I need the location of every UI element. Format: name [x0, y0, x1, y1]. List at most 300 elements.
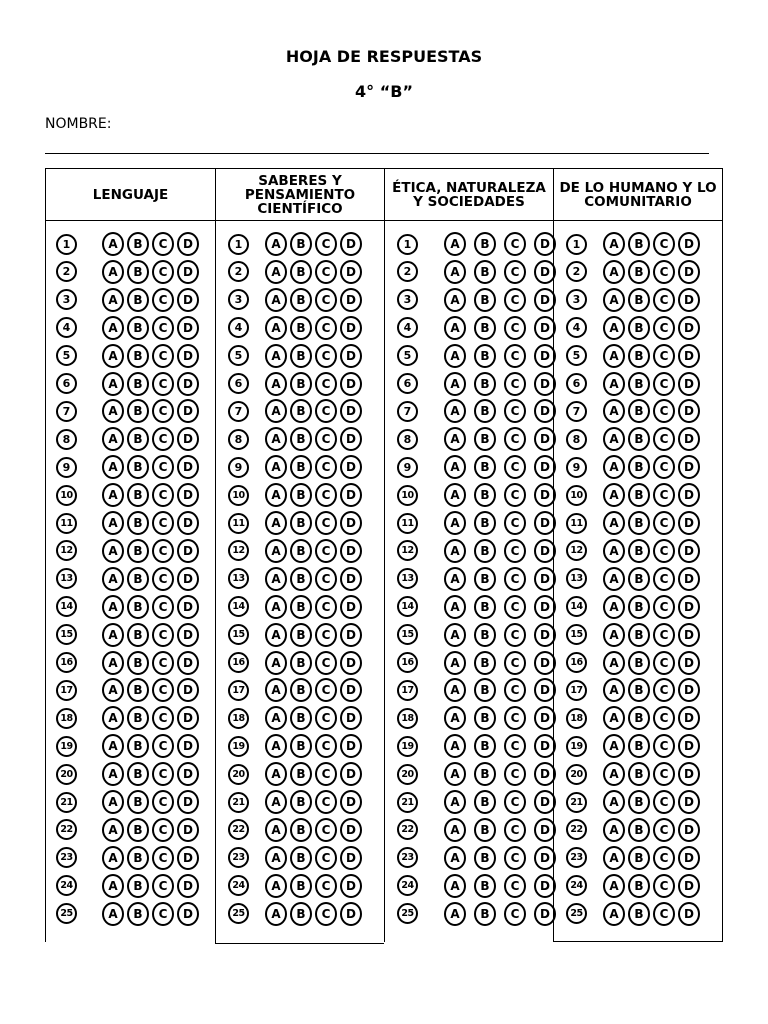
answer-bubble-a[interactable]: A [102, 818, 124, 842]
answer-bubble-b[interactable]: B [127, 762, 149, 786]
answer-bubble-c[interactable]: C [504, 344, 526, 368]
answer-bubble-a[interactable]: A [102, 539, 124, 563]
answer-bubble-a[interactable]: A [265, 427, 287, 451]
answer-bubble-c[interactable]: C [152, 344, 174, 368]
answer-bubble-c[interactable]: C [504, 762, 526, 786]
answer-bubble-a[interactable]: A [265, 399, 287, 423]
answer-bubble-a[interactable]: A [603, 790, 625, 814]
answer-bubble-b[interactable]: B [474, 427, 496, 451]
answer-bubble-b[interactable]: B [474, 260, 496, 284]
answer-bubble-b[interactable]: B [290, 595, 312, 619]
answer-bubble-b[interactable]: B [628, 623, 650, 647]
answer-bubble-b[interactable]: B [474, 818, 496, 842]
answer-bubble-a[interactable]: A [603, 567, 625, 591]
answer-bubble-b[interactable]: B [290, 678, 312, 702]
answer-bubble-a[interactable]: A [603, 874, 625, 898]
answer-bubble-b[interactable]: B [474, 595, 496, 619]
answer-bubble-d[interactable]: D [678, 623, 700, 647]
answer-bubble-c[interactable]: C [653, 706, 675, 730]
answer-bubble-b[interactable]: B [127, 372, 149, 396]
answer-bubble-c[interactable]: C [315, 427, 337, 451]
answer-bubble-a[interactable]: A [265, 595, 287, 619]
answer-bubble-d[interactable]: D [678, 902, 700, 926]
answer-bubble-d[interactable]: D [678, 790, 700, 814]
answer-bubble-d[interactable]: D [177, 734, 199, 758]
answer-bubble-b[interactable]: B [127, 874, 149, 898]
answer-bubble-b[interactable]: B [628, 344, 650, 368]
answer-bubble-c[interactable]: C [315, 623, 337, 647]
answer-bubble-b[interactable]: B [290, 790, 312, 814]
answer-bubble-c[interactable]: C [504, 623, 526, 647]
answer-bubble-d[interactable]: D [678, 288, 700, 312]
answer-bubble-d[interactable]: D [177, 539, 199, 563]
answer-bubble-c[interactable]: C [315, 790, 337, 814]
answer-bubble-b[interactable]: B [474, 399, 496, 423]
answer-bubble-a[interactable]: A [603, 483, 625, 507]
answer-bubble-c[interactable]: C [653, 511, 675, 535]
answer-bubble-b[interactable]: B [628, 483, 650, 507]
answer-bubble-d[interactable]: D [177, 232, 199, 256]
answer-bubble-d[interactable]: D [340, 623, 362, 647]
answer-bubble-b[interactable]: B [628, 260, 650, 284]
answer-bubble-a[interactable]: A [265, 344, 287, 368]
answer-bubble-a[interactable]: A [102, 762, 124, 786]
answer-bubble-d[interactable]: D [534, 316, 556, 340]
answer-bubble-d[interactable]: D [678, 483, 700, 507]
answer-bubble-d[interactable]: D [177, 818, 199, 842]
answer-bubble-b[interactable]: B [127, 567, 149, 591]
answer-bubble-b[interactable]: B [290, 846, 312, 870]
answer-bubble-a[interactable]: A [102, 232, 124, 256]
answer-bubble-b[interactable]: B [290, 344, 312, 368]
answer-bubble-d[interactable]: D [340, 846, 362, 870]
answer-bubble-d[interactable]: D [340, 427, 362, 451]
answer-bubble-c[interactable]: C [504, 260, 526, 284]
answer-bubble-b[interactable]: B [127, 790, 149, 814]
answer-bubble-d[interactable]: D [340, 511, 362, 535]
answer-bubble-d[interactable]: D [534, 567, 556, 591]
answer-bubble-c[interactable]: C [315, 678, 337, 702]
answer-bubble-a[interactable]: A [603, 511, 625, 535]
answer-bubble-b[interactable]: B [628, 790, 650, 814]
answer-bubble-a[interactable]: A [444, 734, 466, 758]
answer-bubble-b[interactable]: B [127, 623, 149, 647]
answer-bubble-d[interactable]: D [534, 678, 556, 702]
answer-bubble-b[interactable]: B [474, 790, 496, 814]
answer-bubble-d[interactable]: D [534, 706, 556, 730]
answer-bubble-d[interactable]: D [177, 372, 199, 396]
answer-bubble-d[interactable]: D [177, 706, 199, 730]
answer-bubble-d[interactable]: D [534, 399, 556, 423]
answer-bubble-b[interactable]: B [628, 651, 650, 675]
answer-bubble-c[interactable]: C [653, 344, 675, 368]
answer-bubble-d[interactable]: D [678, 511, 700, 535]
answer-bubble-a[interactable]: A [444, 288, 466, 312]
answer-bubble-a[interactable]: A [265, 483, 287, 507]
answer-bubble-a[interactable]: A [265, 874, 287, 898]
answer-bubble-d[interactable]: D [340, 790, 362, 814]
answer-bubble-c[interactable]: C [653, 539, 675, 563]
answer-bubble-c[interactable]: C [504, 455, 526, 479]
answer-bubble-d[interactable]: D [534, 874, 556, 898]
answer-bubble-b[interactable]: B [628, 706, 650, 730]
answer-bubble-d[interactable]: D [340, 372, 362, 396]
answer-bubble-b[interactable]: B [474, 455, 496, 479]
answer-bubble-a[interactable]: A [603, 623, 625, 647]
answer-bubble-d[interactable]: D [678, 539, 700, 563]
answer-bubble-a[interactable]: A [444, 651, 466, 675]
answer-bubble-b[interactable]: B [474, 316, 496, 340]
answer-bubble-c[interactable]: C [315, 483, 337, 507]
answer-bubble-d[interactable]: D [340, 595, 362, 619]
answer-bubble-d[interactable]: D [340, 344, 362, 368]
answer-bubble-b[interactable]: B [628, 455, 650, 479]
answer-bubble-a[interactable]: A [265, 846, 287, 870]
answer-bubble-b[interactable]: B [290, 734, 312, 758]
answer-bubble-b[interactable]: B [290, 483, 312, 507]
answer-bubble-a[interactable]: A [603, 818, 625, 842]
answer-bubble-d[interactable]: D [534, 790, 556, 814]
answer-bubble-c[interactable]: C [152, 678, 174, 702]
answer-bubble-d[interactable]: D [177, 678, 199, 702]
answer-bubble-a[interactable]: A [444, 706, 466, 730]
answer-bubble-a[interactable]: A [102, 455, 124, 479]
answer-bubble-b[interactable]: B [290, 706, 312, 730]
answer-bubble-b[interactable]: B [127, 511, 149, 535]
answer-bubble-a[interactable]: A [603, 706, 625, 730]
answer-bubble-b[interactable]: B [628, 874, 650, 898]
answer-bubble-a[interactable]: A [603, 762, 625, 786]
answer-bubble-b[interactable]: B [474, 874, 496, 898]
answer-bubble-d[interactable]: D [340, 734, 362, 758]
answer-bubble-c[interactable]: C [504, 651, 526, 675]
answer-bubble-c[interactable]: C [504, 427, 526, 451]
answer-bubble-c[interactable]: C [315, 455, 337, 479]
answer-bubble-d[interactable]: D [177, 790, 199, 814]
answer-bubble-a[interactable]: A [265, 651, 287, 675]
answer-bubble-c[interactable]: C [653, 734, 675, 758]
answer-bubble-d[interactable]: D [534, 511, 556, 535]
answer-bubble-c[interactable]: C [504, 902, 526, 926]
answer-bubble-a[interactable]: A [603, 232, 625, 256]
answer-bubble-a[interactable]: A [265, 790, 287, 814]
answer-bubble-d[interactable]: D [340, 651, 362, 675]
answer-bubble-a[interactable]: A [102, 678, 124, 702]
answer-bubble-b[interactable]: B [628, 902, 650, 926]
answer-bubble-b[interactable]: B [628, 316, 650, 340]
answer-bubble-c[interactable]: C [504, 734, 526, 758]
answer-bubble-c[interactable]: C [504, 678, 526, 702]
answer-bubble-b[interactable]: B [628, 734, 650, 758]
answer-bubble-b[interactable]: B [127, 734, 149, 758]
answer-bubble-a[interactable]: A [603, 734, 625, 758]
answer-bubble-a[interactable]: A [444, 678, 466, 702]
answer-bubble-d[interactable]: D [177, 511, 199, 535]
answer-bubble-d[interactable]: D [678, 399, 700, 423]
answer-bubble-c[interactable]: C [504, 595, 526, 619]
answer-bubble-a[interactable]: A [265, 678, 287, 702]
answer-bubble-b[interactable]: B [628, 399, 650, 423]
answer-bubble-b[interactable]: B [474, 678, 496, 702]
answer-bubble-a[interactable]: A [102, 846, 124, 870]
answer-bubble-c[interactable]: C [653, 762, 675, 786]
answer-bubble-b[interactable]: B [290, 651, 312, 675]
answer-bubble-c[interactable]: C [152, 790, 174, 814]
answer-bubble-b[interactable]: B [127, 316, 149, 340]
answer-bubble-b[interactable]: B [290, 427, 312, 451]
answer-bubble-a[interactable]: A [603, 372, 625, 396]
answer-bubble-a[interactable]: A [603, 316, 625, 340]
answer-bubble-b[interactable]: B [127, 483, 149, 507]
answer-bubble-b[interactable]: B [474, 372, 496, 396]
answer-bubble-a[interactable]: A [444, 372, 466, 396]
answer-bubble-a[interactable]: A [444, 455, 466, 479]
answer-bubble-d[interactable]: D [340, 902, 362, 926]
answer-bubble-d[interactable]: D [177, 762, 199, 786]
answer-bubble-d[interactable]: D [340, 539, 362, 563]
answer-bubble-c[interactable]: C [152, 511, 174, 535]
answer-bubble-b[interactable]: B [127, 678, 149, 702]
answer-bubble-c[interactable]: C [315, 232, 337, 256]
answer-bubble-d[interactable]: D [678, 427, 700, 451]
answer-bubble-c[interactable]: C [315, 399, 337, 423]
answer-bubble-c[interactable]: C [315, 316, 337, 340]
answer-bubble-c[interactable]: C [315, 818, 337, 842]
answer-bubble-b[interactable]: B [474, 483, 496, 507]
answer-bubble-b[interactable]: B [474, 232, 496, 256]
answer-bubble-d[interactable]: D [678, 706, 700, 730]
answer-bubble-b[interactable]: B [290, 539, 312, 563]
answer-bubble-a[interactable]: A [265, 734, 287, 758]
answer-bubble-a[interactable]: A [603, 344, 625, 368]
answer-bubble-b[interactable]: B [127, 595, 149, 619]
answer-bubble-d[interactable]: D [534, 623, 556, 647]
answer-bubble-c[interactable]: C [152, 874, 174, 898]
answer-bubble-d[interactable]: D [177, 567, 199, 591]
answer-bubble-c[interactable]: C [504, 846, 526, 870]
answer-bubble-d[interactable]: D [534, 539, 556, 563]
answer-bubble-d[interactable]: D [177, 344, 199, 368]
answer-bubble-b[interactable]: B [628, 818, 650, 842]
answer-bubble-d[interactable]: D [678, 651, 700, 675]
answer-bubble-c[interactable]: C [152, 902, 174, 926]
answer-bubble-c[interactable]: C [653, 846, 675, 870]
answer-bubble-d[interactable]: D [534, 344, 556, 368]
answer-bubble-a[interactable]: A [102, 567, 124, 591]
answer-bubble-b[interactable]: B [628, 846, 650, 870]
answer-bubble-a[interactable]: A [265, 762, 287, 786]
answer-bubble-b[interactable]: B [474, 846, 496, 870]
answer-bubble-d[interactable]: D [340, 316, 362, 340]
answer-bubble-a[interactable]: A [444, 874, 466, 898]
answer-bubble-b[interactable]: B [127, 288, 149, 312]
answer-bubble-a[interactable]: A [265, 372, 287, 396]
answer-bubble-c[interactable]: C [152, 651, 174, 675]
answer-bubble-c[interactable]: C [653, 790, 675, 814]
answer-bubble-c[interactable]: C [315, 762, 337, 786]
answer-bubble-a[interactable]: A [603, 427, 625, 451]
answer-bubble-a[interactable]: A [102, 260, 124, 284]
answer-bubble-a[interactable]: A [265, 623, 287, 647]
answer-bubble-a[interactable]: A [444, 818, 466, 842]
answer-bubble-a[interactable]: A [444, 902, 466, 926]
answer-bubble-b[interactable]: B [290, 623, 312, 647]
answer-bubble-a[interactable]: A [444, 232, 466, 256]
answer-bubble-d[interactable]: D [678, 372, 700, 396]
answer-bubble-b[interactable]: B [127, 846, 149, 870]
answer-bubble-c[interactable]: C [653, 678, 675, 702]
answer-bubble-d[interactable]: D [534, 483, 556, 507]
answer-bubble-a[interactable]: A [603, 399, 625, 423]
answer-bubble-c[interactable]: C [315, 567, 337, 591]
answer-bubble-d[interactable]: D [340, 455, 362, 479]
answer-bubble-c[interactable]: C [152, 623, 174, 647]
answer-bubble-a[interactable]: A [265, 511, 287, 535]
answer-bubble-d[interactable]: D [678, 567, 700, 591]
answer-bubble-c[interactable]: C [152, 818, 174, 842]
answer-bubble-c[interactable]: C [152, 427, 174, 451]
answer-bubble-d[interactable]: D [678, 846, 700, 870]
answer-bubble-b[interactable]: B [127, 399, 149, 423]
answer-bubble-c[interactable]: C [504, 232, 526, 256]
answer-bubble-d[interactable]: D [340, 483, 362, 507]
answer-bubble-b[interactable]: B [474, 511, 496, 535]
answer-bubble-d[interactable]: D [534, 902, 556, 926]
answer-bubble-d[interactable]: D [534, 651, 556, 675]
answer-bubble-c[interactable]: C [653, 399, 675, 423]
answer-bubble-d[interactable]: D [678, 874, 700, 898]
answer-bubble-a[interactable]: A [444, 316, 466, 340]
name-field-line[interactable] [45, 153, 709, 154]
answer-bubble-a[interactable]: A [102, 623, 124, 647]
answer-bubble-b[interactable]: B [474, 344, 496, 368]
answer-bubble-b[interactable]: B [127, 902, 149, 926]
answer-bubble-d[interactable]: D [340, 260, 362, 284]
answer-bubble-b[interactable]: B [628, 539, 650, 563]
answer-bubble-c[interactable]: C [653, 818, 675, 842]
answer-bubble-c[interactable]: C [653, 595, 675, 619]
answer-bubble-a[interactable]: A [603, 455, 625, 479]
answer-bubble-d[interactable]: D [534, 288, 556, 312]
answer-bubble-c[interactable]: C [653, 427, 675, 451]
answer-bubble-a[interactable]: A [102, 706, 124, 730]
answer-bubble-a[interactable]: A [102, 288, 124, 312]
answer-bubble-b[interactable]: B [127, 539, 149, 563]
answer-bubble-b[interactable]: B [474, 706, 496, 730]
answer-bubble-d[interactable]: D [678, 762, 700, 786]
answer-bubble-c[interactable]: C [152, 288, 174, 312]
answer-bubble-c[interactable]: C [653, 232, 675, 256]
answer-bubble-d[interactable]: D [177, 455, 199, 479]
answer-bubble-c[interactable]: C [315, 706, 337, 730]
answer-bubble-c[interactable]: C [504, 790, 526, 814]
answer-bubble-b[interactable]: B [127, 651, 149, 675]
answer-bubble-c[interactable]: C [152, 595, 174, 619]
answer-bubble-c[interactable]: C [315, 288, 337, 312]
answer-bubble-d[interactable]: D [177, 902, 199, 926]
answer-bubble-c[interactable]: C [653, 623, 675, 647]
answer-bubble-a[interactable]: A [102, 372, 124, 396]
answer-bubble-c[interactable]: C [504, 399, 526, 423]
answer-bubble-d[interactable]: D [678, 260, 700, 284]
answer-bubble-d[interactable]: D [177, 623, 199, 647]
answer-bubble-c[interactable]: C [152, 762, 174, 786]
answer-bubble-c[interactable]: C [653, 455, 675, 479]
answer-bubble-a[interactable]: A [102, 344, 124, 368]
answer-bubble-d[interactable]: D [534, 818, 556, 842]
answer-bubble-c[interactable]: C [152, 260, 174, 284]
answer-bubble-a[interactable]: A [102, 651, 124, 675]
answer-bubble-a[interactable]: A [603, 260, 625, 284]
answer-bubble-c[interactable]: C [315, 344, 337, 368]
answer-bubble-d[interactable]: D [177, 483, 199, 507]
answer-bubble-c[interactable]: C [504, 372, 526, 396]
answer-bubble-c[interactable]: C [152, 372, 174, 396]
answer-bubble-a[interactable]: A [265, 288, 287, 312]
answer-bubble-a[interactable]: A [102, 734, 124, 758]
answer-bubble-d[interactable]: D [678, 455, 700, 479]
answer-bubble-d[interactable]: D [340, 874, 362, 898]
answer-bubble-d[interactable]: D [534, 762, 556, 786]
answer-bubble-a[interactable]: A [603, 539, 625, 563]
answer-bubble-d[interactable]: D [177, 874, 199, 898]
answer-bubble-c[interactable]: C [315, 595, 337, 619]
answer-bubble-c[interactable]: C [504, 539, 526, 563]
answer-bubble-c[interactable]: C [315, 874, 337, 898]
answer-bubble-d[interactable]: D [340, 818, 362, 842]
answer-bubble-a[interactable]: A [444, 623, 466, 647]
answer-bubble-d[interactable]: D [534, 427, 556, 451]
answer-bubble-b[interactable]: B [290, 567, 312, 591]
answer-bubble-c[interactable]: C [315, 511, 337, 535]
answer-bubble-b[interactable]: B [127, 818, 149, 842]
answer-bubble-a[interactable]: A [603, 288, 625, 312]
answer-bubble-d[interactable]: D [534, 372, 556, 396]
answer-bubble-a[interactable]: A [265, 567, 287, 591]
answer-bubble-c[interactable]: C [315, 260, 337, 284]
answer-bubble-b[interactable]: B [127, 232, 149, 256]
answer-bubble-a[interactable]: A [444, 260, 466, 284]
answer-bubble-b[interactable]: B [290, 902, 312, 926]
answer-bubble-d[interactable]: D [340, 399, 362, 423]
answer-bubble-c[interactable]: C [504, 483, 526, 507]
answer-bubble-c[interactable]: C [504, 567, 526, 591]
answer-bubble-b[interactable]: B [290, 511, 312, 535]
answer-bubble-d[interactable]: D [177, 427, 199, 451]
answer-bubble-d[interactable]: D [177, 846, 199, 870]
answer-bubble-a[interactable]: A [102, 595, 124, 619]
answer-bubble-d[interactable]: D [678, 232, 700, 256]
answer-bubble-a[interactable]: A [444, 595, 466, 619]
answer-bubble-b[interactable]: B [127, 344, 149, 368]
answer-bubble-a[interactable]: A [265, 706, 287, 730]
answer-bubble-c[interactable]: C [315, 372, 337, 396]
answer-bubble-d[interactable]: D [177, 399, 199, 423]
answer-bubble-b[interactable]: B [628, 372, 650, 396]
answer-bubble-a[interactable]: A [102, 483, 124, 507]
answer-bubble-c[interactable]: C [504, 288, 526, 312]
answer-bubble-a[interactable]: A [102, 511, 124, 535]
answer-bubble-d[interactable]: D [340, 567, 362, 591]
answer-bubble-a[interactable]: A [444, 511, 466, 535]
answer-bubble-a[interactable]: A [102, 902, 124, 926]
answer-bubble-d[interactable]: D [340, 762, 362, 786]
answer-bubble-a[interactable]: A [444, 344, 466, 368]
answer-bubble-b[interactable]: B [127, 260, 149, 284]
answer-bubble-b[interactable]: B [474, 902, 496, 926]
answer-bubble-c[interactable]: C [653, 372, 675, 396]
answer-bubble-c[interactable]: C [504, 511, 526, 535]
